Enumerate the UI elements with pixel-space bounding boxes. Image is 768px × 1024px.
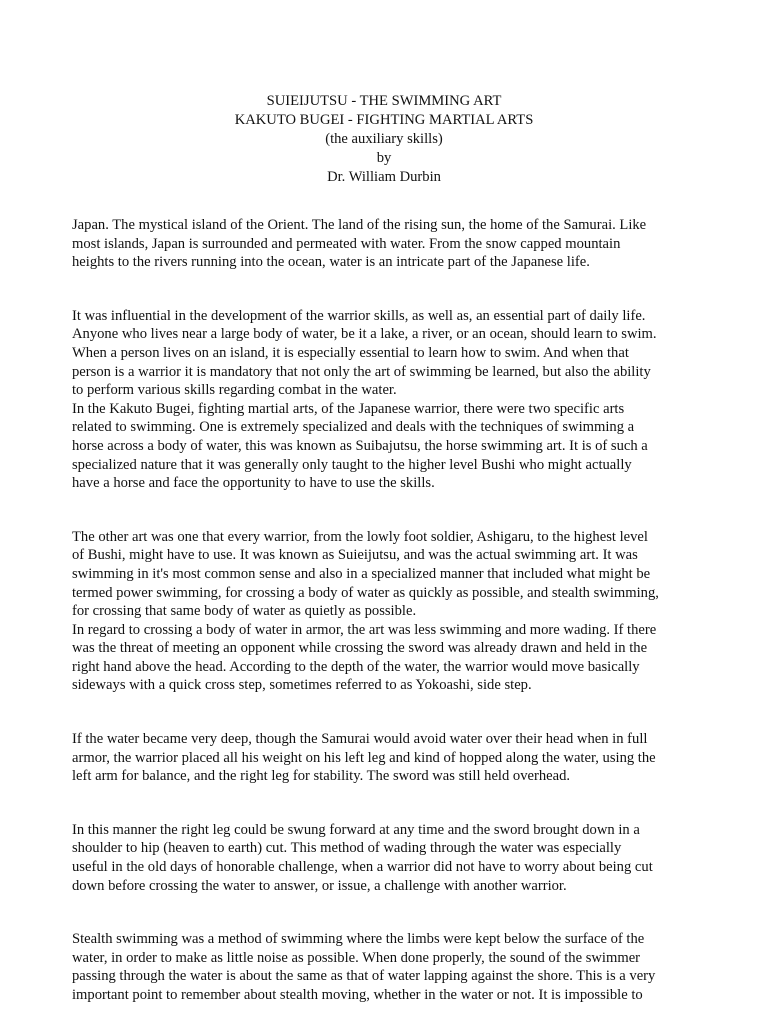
paragraph-line: heights to the rivers running into the ocean, water is an intricate part of the Japanese life. bbox=[72, 254, 590, 271]
paragraph-line: related to swimming. One is extremely specialized and deals with the techniques of swimming a bbox=[72, 419, 635, 436]
paragraph-line: armor, the warrior placed all his weight on his left leg and kind of hopped along the water, using the bbox=[72, 749, 656, 766]
paragraph-line: Anyone who lives near a large body of water, be it a lake, a river, or an ocean, should learn to swim. bbox=[72, 326, 657, 343]
document-title: SUIEIJUTSU - THE SWIMMING ART bbox=[266, 93, 502, 109]
paragraph-gap bbox=[72, 695, 702, 730]
paragraph bbox=[72, 930, 702, 1004]
paragraph-line: important point to remember about stealth moving, whether in the water or not. It is impossible to bbox=[72, 987, 643, 1003]
paragraph-line: useful in the old days of honorable challenge, when a warrior did not have to worry about being cut bbox=[72, 859, 653, 876]
byline-by: by bbox=[376, 150, 392, 166]
paragraph-line: have a horse and face the opportunity to have to use the skills. bbox=[72, 475, 435, 492]
paragraph-line: person is a warrior it is mandatory that not only the art of swimming be learned, but also the ability bbox=[72, 363, 651, 380]
paragraph-line: specialized nature that it was generally only taught to the higher level Bushi who might actually bbox=[72, 456, 632, 473]
paragraph-line: In regard to crossing a body of water in armor, the art was less swimming and more wading. If there bbox=[72, 621, 657, 638]
paragraph-line: Stealth swimming was a method of swimming where the limbs were kept below the surface of the bbox=[72, 931, 645, 948]
paragraph-line: right hand above the head. According to the depth of the water, the warrior would move basically bbox=[72, 658, 640, 675]
paragraph-line: most islands, Japan is surrounded and permeated with water. From the snow capped mountain bbox=[72, 235, 621, 252]
paragraph-line: passing through the water is about the same as that of water lapping against the shore. This is a very bbox=[72, 968, 656, 985]
paragraph-gap bbox=[72, 786, 702, 821]
paragraph-line: Japan. The mystical island of the Orient. The land of the rising sun, the home of the Samurai. Like bbox=[72, 217, 647, 233]
document-subtitle: KAKUTO BUGEI - FIGHTING MARTIAL ARTS bbox=[234, 112, 534, 128]
paragraph-line: of Bushi, might have to use. It was known as Suieijutsu, and was the actual swimming art. It was bbox=[72, 547, 638, 564]
paragraph-line: was the threat of meeting an opponent while crossing the sword was already drawn and held in the bbox=[72, 640, 648, 657]
paragraph-line: shoulder to hip (heaven to earth) cut. This method of wading through the water was especially bbox=[72, 840, 622, 857]
paragraph-gap bbox=[72, 493, 702, 528]
paragraph-line: horse across a body of water, this was known as Suibajutsu, the horse swimming art. It is of such a bbox=[72, 437, 648, 454]
paragraph-line: for crossing that same body of water as quietly as possible. bbox=[72, 603, 417, 620]
document-note: (the auxiliary skills) bbox=[325, 131, 443, 147]
author-name: Dr. William Durbin bbox=[327, 169, 441, 185]
paragraph-line: termed power swimming, for crossing a body of water as quickly as possible, and stealth swimming, bbox=[72, 584, 659, 601]
paragraph bbox=[72, 528, 702, 695]
paragraph-line: In this manner the right leg could be swung forward at any time and the sword brought down in a bbox=[72, 821, 640, 838]
paragraph-line: water, in order to make as little noise as possible. When done properly, the sound of the swimmer bbox=[72, 949, 641, 966]
paragraph bbox=[72, 307, 702, 493]
paragraph-line: When a person lives on an island, it is especially essential to learn how to swim. And when that bbox=[72, 344, 629, 361]
paragraph-line: It was influential in the development of the warrior skills, as well as, an essential part of daily life. bbox=[72, 307, 646, 324]
paragraph-line: to perform various skills regarding combat in the water. bbox=[72, 382, 397, 399]
paragraph-line: If the water became very deep, though the Samurai would avoid water over their head when in full bbox=[72, 731, 648, 748]
document-body bbox=[72, 216, 702, 1005]
paragraph bbox=[72, 821, 702, 895]
paragraph-line: sideways with a quick cross step, sometimes referred to as Yokoashi, side step. bbox=[72, 677, 532, 694]
paragraph-line: The other art was one that every warrior, from the lowly foot soldier, Ashigaru, to the highest level bbox=[72, 528, 648, 545]
paragraph-line: swimming in it's most common sense and also in a specialized manner that included what might be bbox=[72, 565, 651, 582]
paragraph-line: In the Kakuto Bugei, fighting martial arts, of the Japanese warrior, there were two specific arts bbox=[72, 400, 625, 417]
paragraph-gap bbox=[72, 272, 702, 307]
paragraph-line: left arm for balance, and the right leg for stability. The sword was still held overhead. bbox=[72, 768, 571, 785]
paragraph bbox=[72, 730, 702, 786]
document-header bbox=[0, 92, 768, 187]
paragraph-gap bbox=[72, 895, 702, 930]
paragraph-line: down before crossing the water to answer, or issue, a challenge with another warrior. bbox=[72, 877, 567, 894]
paragraph bbox=[72, 216, 702, 272]
